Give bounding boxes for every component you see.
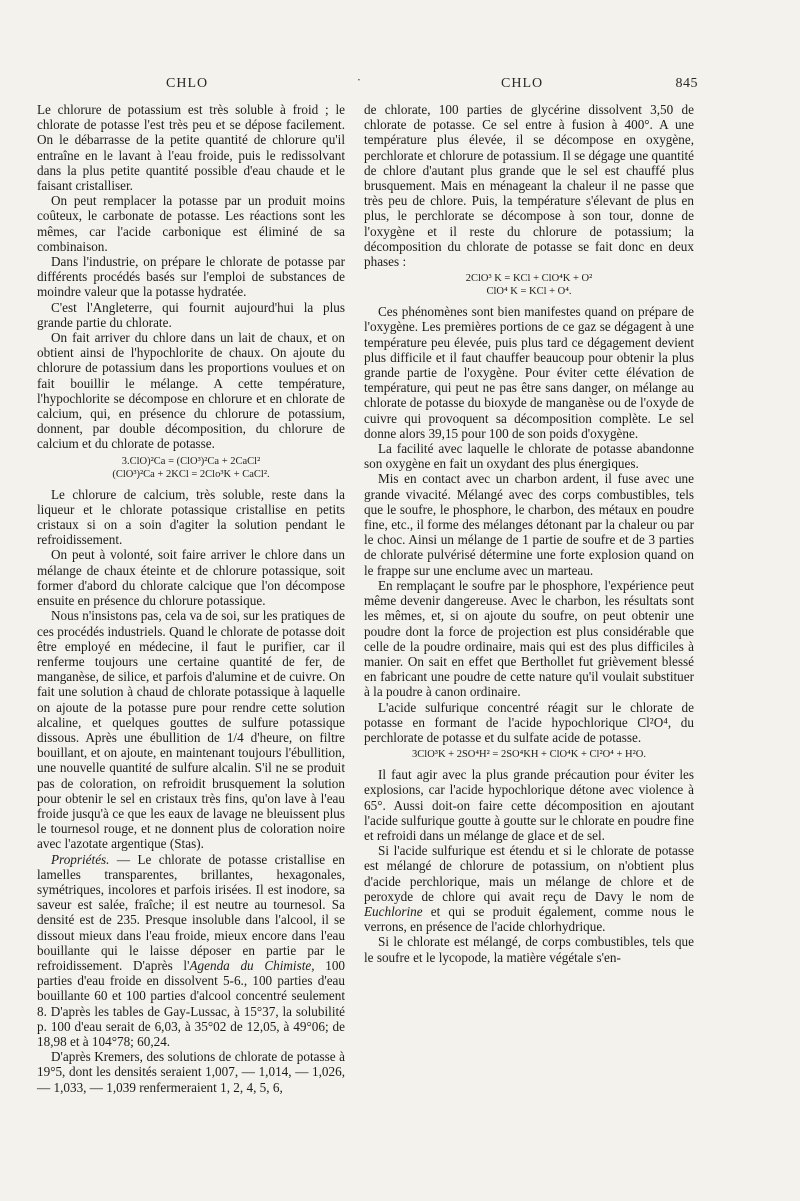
header-dot: · — [357, 73, 361, 87]
paragraph: Mis en contact avec un charbon ardent, il fuse avec une grande vivacité. Mélangé avec des corps combustibles, tels que le soufre, le phosphore, le charbon, des métaux en poudre fine, etc., il forme des mélanges détonant par la chaleur ou par le choc. Ainsi un mélange de 1 partie de soufre et de 3 parties de chlorate pulvérisé détermine une forte explosion quand on le frappe sur une enclume avec un marteau. — [364, 471, 694, 578]
running-header-left: CHLO — [166, 76, 209, 91]
paragraph-text: — Le chlorate de potasse cristallise en lamelles transparentes, brillantes, hexagonales, symétriques, incolores et parfois irisées. Il est inodore, sa saveur est salée, fraîche; il est neutre au tournesol. Sa densité est de 235. Presque insoluble dans l'alcool, il se dissout mieux dans l'eau froide, mieux encore dans l'eau bouillante qui le laisse déposer en partie par le refroidissement. D'après l' — [37, 851, 345, 973]
paragraph: Nous n'insistons pas, cela va de soi, sur les pratiques de ces procédés industriels. Quand le chlorate de potasse doit être employé en médecine, il faut le purifier, car il renferme toujours une certaine quantité de fer, de manganèse, de silice, et parfois d'alumine et de cuivre. On fait une solution à chaud de chlorate potassique à laquelle on ajoute de la potasse pure pour rendre cette solution alcaline, et quelques gouttes de sulfure potassique dissous. Après une ébullition de 1/4 d'heure, on filtre bouillant, et on ajoute, en maintenant toujours l'ébullition, une nouvelle quantité de sulfure alcalin. S'il ne se produit pas de coloration, on refroidit brusquement la solution pour obtenir le sel en cristaux très fins, qu'on lave à l'eau froide jusqu'à ce que les eaux de lavage ne bleuissent plus le tournesol rouge, et ne donnent plus de coloration noire avec l'azotate argentique (Stas). — [37, 608, 345, 852]
paragraph-text: 100 parties d'eau froide en dissolvent 5-6., 100 parties d'eau bouillante 60 et 100 parties d'alcool concentré seulement 8. D'après les tables de Gay-Lussac, à 15°37, la solubilité p. 100 d'eau serait de 6,03, à 35°02 de 12,05, à 49°06; de 18,98 et à 104°78; 60,24. — [37, 957, 346, 1049]
paragraph: C'est l'Angleterre, qui fournit aujourd'hui la plus grande partie du chlorate. — [37, 299, 345, 330]
paragraph: La facilité avec laquelle le chlorate de potasse abandonne son oxygène en fait un oxydant des plus énergiques. — [364, 441, 694, 472]
paragraph: On fait arriver du chlore dans un lait de chaux, et on obtient ainsi de l'hypochlorite de chaux. On ajoute du chlorure de potassium dans les proportions voulues et on fait bouillir le mélange. A cette température, l'hypochlorite se décompose en chlorure et en chlorate de calcium, qui, en présence du chlorure de potassium, donnent, par double décomposition, du chlorure de calcium et du chlorate de potasse. — [37, 330, 345, 452]
euchlorine-term: Euchlorine — [364, 903, 423, 919]
paragraph-text: Si l'acide sulfurique est étendu et si le chlorate de potasse est mélangé de chlorure de potassium, on n'obtient plus d'acide perchlorique, mais un mélange de chlore et de peroxyde de chlore qui avait reçu de Davy le nom de — [364, 843, 694, 904]
paragraph: On peut remplacer la potasse par un produit moins coûteux, le carbonate de potasse. Les réactions sont les mêmes, car l'acide carbonique est éliminé de sa combinaison. — [37, 193, 345, 254]
right-column — [364, 102, 694, 965]
paragraph: Si le chlorate est mélangé, de corps combustibles, tels que le soufre et le lycopode, la matière végétale s'en- — [364, 934, 694, 965]
left-column — [37, 102, 345, 1095]
equation-line: 2ClO³ K = KCl + ClO⁴K + O² — [465, 273, 593, 285]
paragraph: Dans l'industrie, on prépare le chlorate de potasse par différents procédés basés sur l'emploi de substances de moindre valeur que la potasse hydratée. — [37, 254, 345, 300]
euchlorine-paragraph — [364, 843, 694, 934]
paragraph: L'acide sulfurique concentré réagit sur le chlorate de potasse en formant de l'acide hypochlorique Cl²O⁴, du perchlorate de potasse et du sulfate acide de potasse. — [364, 699, 694, 745]
paragraph: Le chlorure de potassium est très soluble à froid ; le chlorate de potasse l'est très peu et se dépose facilement. On le débarrasse de la petite quantité de chlorure qu'il entraîne en le lavant à l'eau froide, puis le redissolvant dans la plus petite quantité possible d'eau chaude et le faisant cristalliser. — [37, 102, 345, 194]
equation-line: (ClO³)²Ca + 2KCl = 2Clo³K + CaCl². — [112, 468, 270, 480]
page-number: 845 — [675, 76, 698, 91]
chemical-equation: 3ClO³K + 2SO⁴H² = 2SO⁴KH + ClO⁴K + Cl²O⁴ + H²O. — [412, 749, 646, 761]
paragraph: de chlorate, 100 parties de glycérine dissolvent 3,50 de chlorate de potasse. Ce sel entre à fusion à 400°. A une température plus élevée, il se décompose en oxygène, perchlorate et chlorure de potassium. Il se dégage une quantité de chlore d'autant plus grande que le sel est chauffé plus brusquement. Mais en ménageant la chaleur il ne passe que très peu de chlore. Puis, la température s'élevant de plus en plus, le perchlorate se décompose à son tour, donne de l'oxygène et il reste du chlorure de potassium; la décomposition du chlorate de potasse se fait donc en deux phases : — [364, 102, 694, 270]
chemical-equation — [37, 455, 345, 481]
agenda-title: Agenda du Chimiste, — [189, 957, 315, 973]
paragraph-text: et qui se produit également, comme nous le verrons, en présence de l'acide chlorhydrique. — [364, 903, 694, 935]
paragraph: Ces phénomènes sont bien manifestes quand on prépare de l'oxygène. Les premières portions de ce gaz se dégagent à une température peu élevée, puis plus tard ce dégagement devient plus difficile et il faut chauffer beaucoup pour obtenir la plus grande partie de l'oxygène. Pour éviter cette élévation de température, qui peut ne pas être sans danger, on mélange au chlorate de potasse du bioxyde de manganèse ou de l'oxyde de cuivre qui provoquent sa décomposition complète. Le sel donne alors 39,15 pour 100 de son poids d'oxygène. — [364, 304, 694, 441]
paragraph: On peut à volonté, soit faire arriver le chlore dans un mélange de chaux éteinte et de chlorure potassique, soit former d'abord du chlorate calcique que l'on décompose ensuite en présence du chlorure potassique. — [37, 547, 345, 609]
paragraph: Le chlorure de calcium, très soluble, reste dans la liqueur et le chlorate potassique cristallise en petits cristaux si on a soin d'agiter la solution pendant le refroidissement. — [37, 486, 345, 548]
properties-paragraph — [37, 852, 345, 1050]
chemical-equation — [364, 272, 694, 298]
section-title-proprietes: Propriétés. — [51, 851, 110, 867]
paragraph: En remplaçant le soufre par le phosphore, l'expérience peut même devenir dangereuse. Avec le charbon, les résultats sont les mêmes, et, si on ajoute du soufre, on peut obtenir une poudre dont la force de projection est plus considérable que celle de la poudre ordinaire, mais qui est des plus difficiles à manier. On sait en effet que Berthollet fut grièvement blessé en fabricant une poudre de cette nature qu'il voulait substituer à la poudre à canon ordinaire. — [364, 577, 694, 700]
equation-line: 3.ClO)²Ca = (ClO³)²Ca + 2CaCl² — [121, 455, 261, 467]
running-header-right: CHLO — [501, 76, 544, 91]
equation-line: ClO⁴ K = KCl + O⁴. — [486, 286, 572, 298]
paragraph: D'après Kremers, des solutions de chlorate de potasse à 19°5, dont les densités seraient 1,007, — 1,014, — 1,026, — 1,033, — 1,039 renfermeraient 1, 2, 4, 5, 6, — [37, 1049, 345, 1095]
paragraph: Il faut agir avec la plus grande précaution pour éviter les explosions, car l'acide hypochlorique détone avec violence à 65°. Aussi doit-on faire cette décomposition en ajoutant l'acide sulfurique goutte à goutte sur le chlorate en poudre fine et refroidi dans un mélange de glace et de sel. — [364, 767, 694, 843]
